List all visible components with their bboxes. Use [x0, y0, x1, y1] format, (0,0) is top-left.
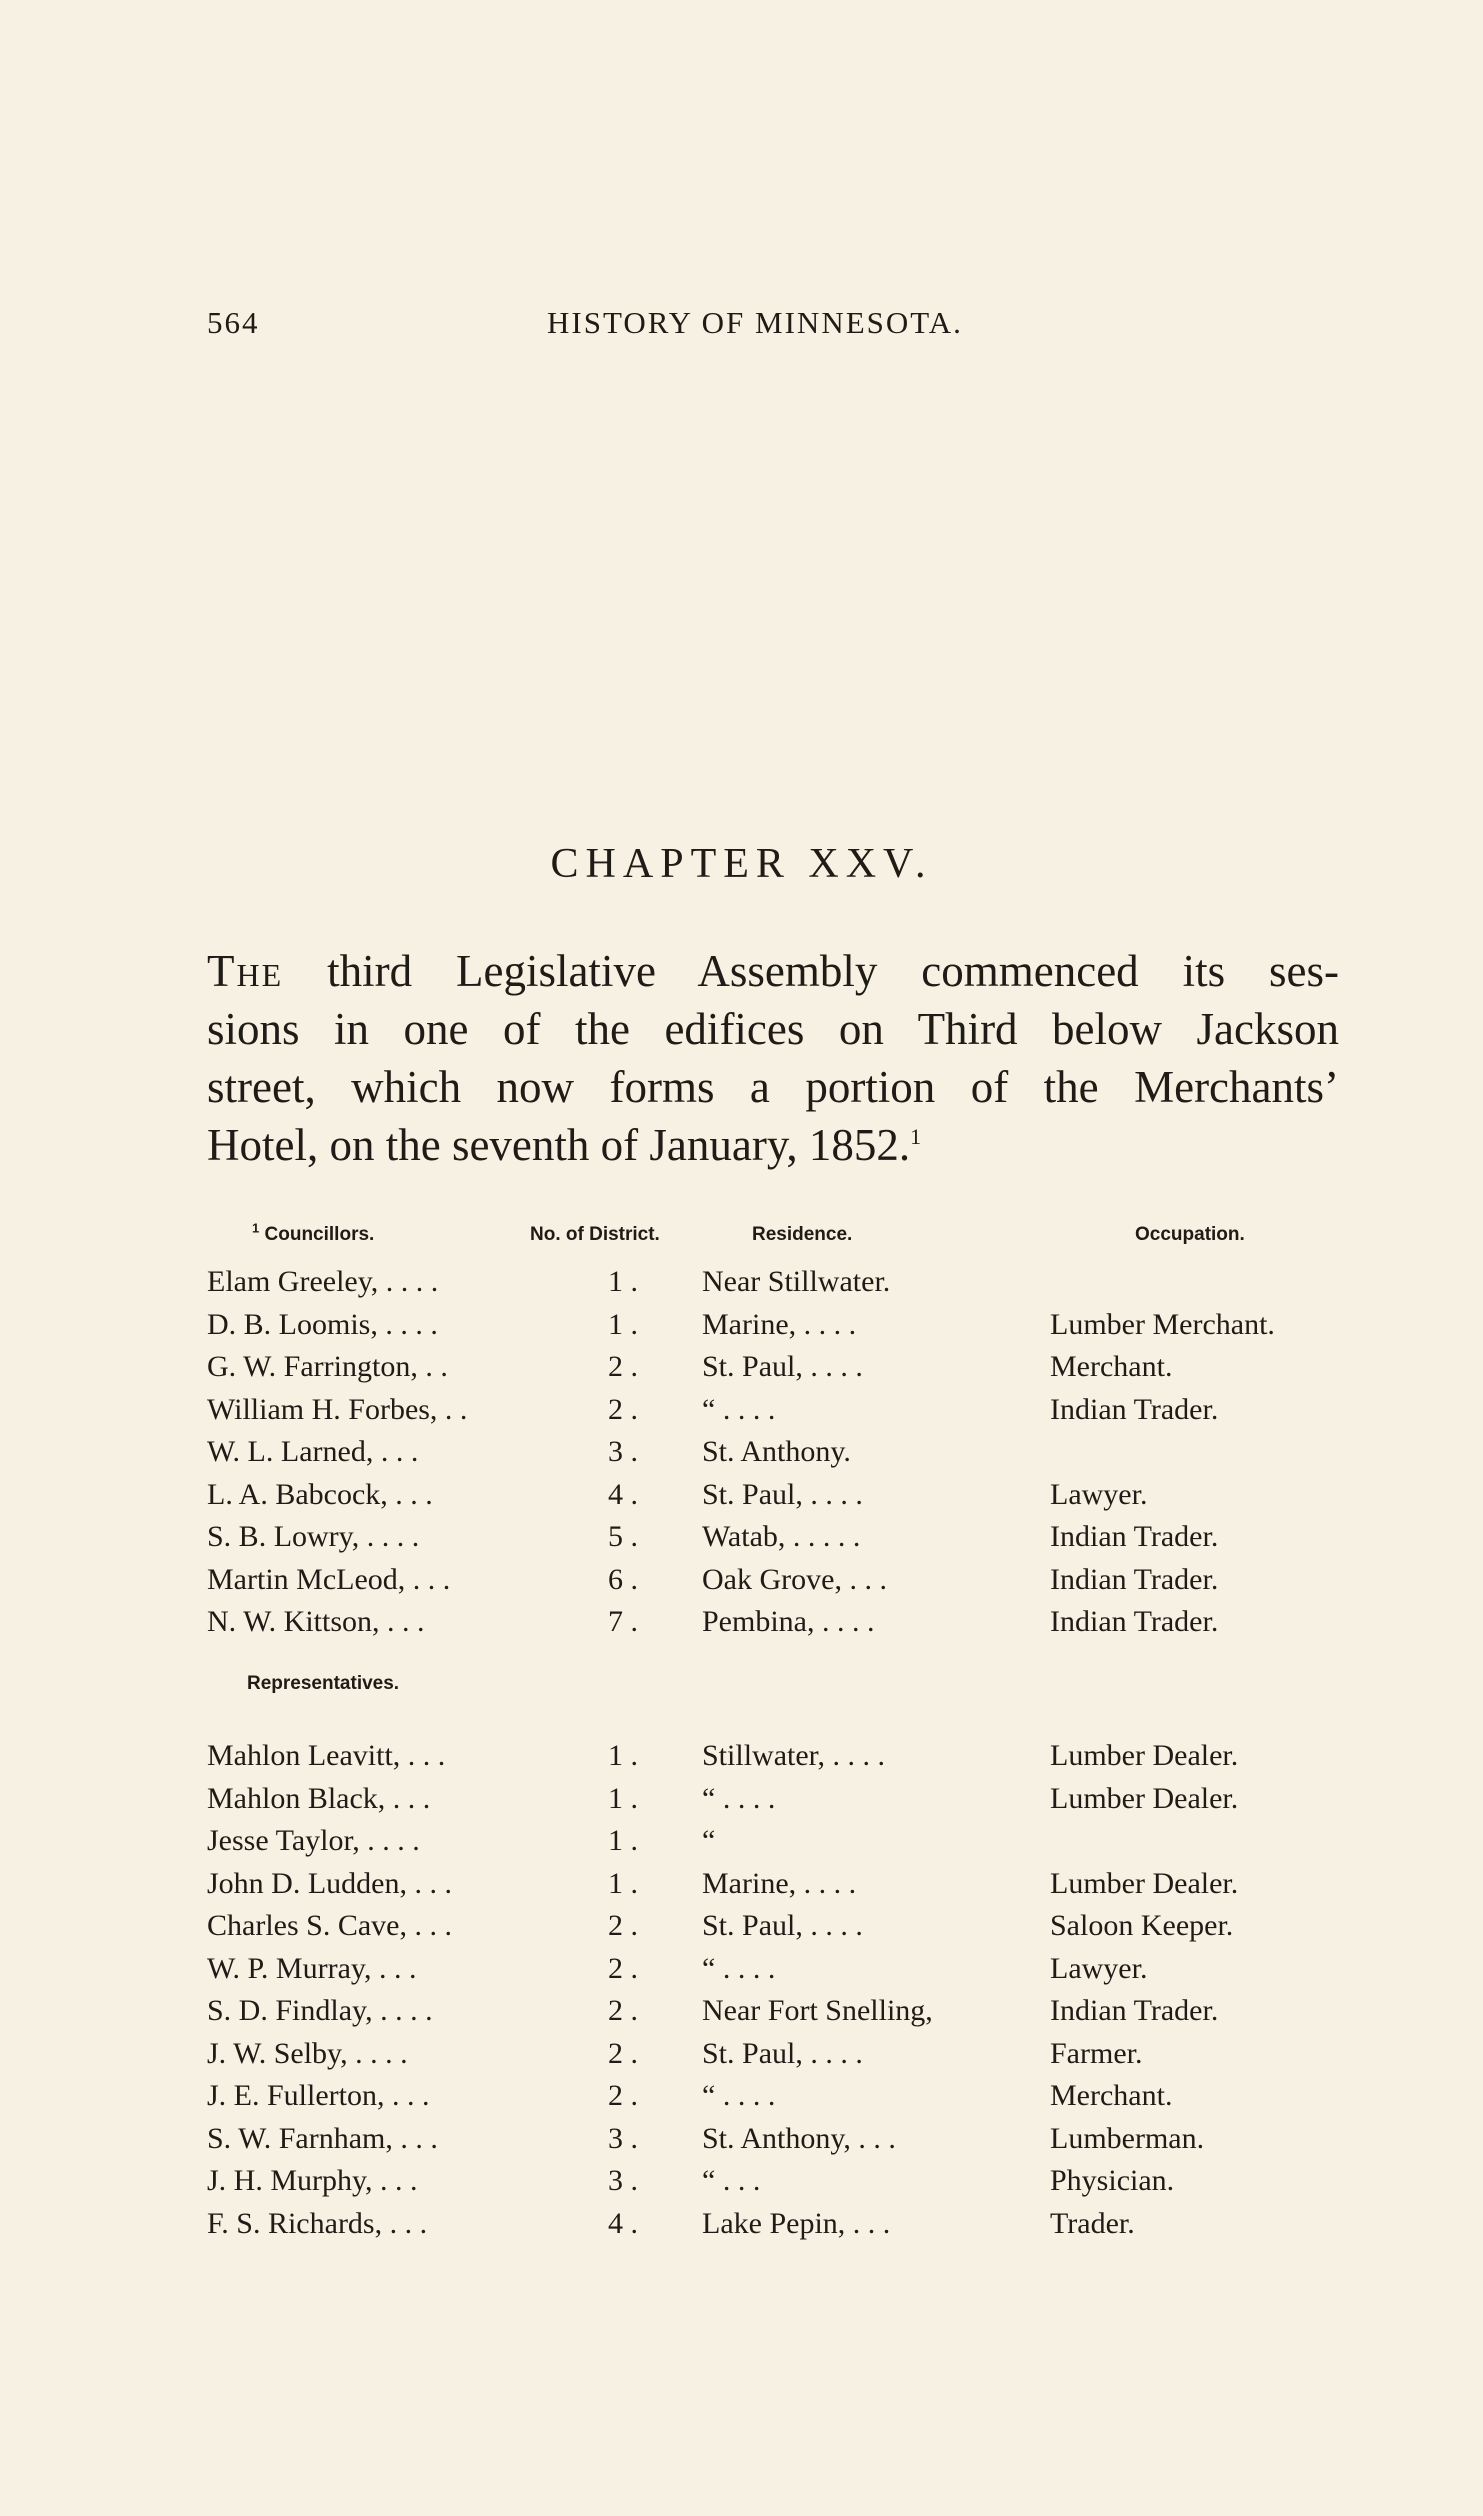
table-row — [0, 1990, 1483, 2033]
residence: St. Anthony, . . . — [702, 2121, 896, 2155]
district-number: 2 . — [608, 2079, 638, 2112]
residence: “ . . . . — [702, 2079, 776, 2112]
member-name: N. W. Kittson, . . . — [207, 1605, 425, 1638]
occupation: Lumber Dealer. — [1050, 1781, 1239, 1815]
running-title: HISTORY OF MINNESOTA. — [547, 305, 963, 340]
councillors-header-label: Councillors. — [264, 1224, 375, 1245]
district-number: 3 . — [608, 2121, 638, 2155]
residence: Near Stillwater. — [702, 1265, 891, 1298]
district-header: No. of District. — [530, 1224, 660, 1245]
occupation: Trader. — [1050, 2206, 1135, 2240]
district-number: 1 . — [608, 1307, 638, 1341]
representatives-list — [0, 1735, 1483, 2245]
member-name: J. E. Fullerton, . . . — [207, 2079, 430, 2112]
residence: Stillwater, . . . . — [702, 1739, 885, 1772]
residence: “ . . . . — [702, 1951, 776, 1985]
table-row — [0, 1820, 1483, 1863]
member-name: G. W. Farrington, . . — [207, 1350, 448, 1383]
member-name: John D. Ludden, . . . — [207, 1866, 452, 1900]
residence: St. Paul, . . . . — [702, 1350, 863, 1383]
residence: St. Paul, . . . . — [702, 2036, 863, 2070]
district-number: 1 . — [608, 1265, 638, 1298]
occupation: Lumber Merchant. — [1050, 1307, 1275, 1341]
member-name: W. L. Larned, . . . — [207, 1435, 419, 1468]
member-name: J. W. Selby, . . . . — [207, 2036, 408, 2070]
member-name: Mahlon Leavitt, . . . — [207, 1739, 446, 1772]
intro-line-2: sions in one of the edifices on Third below Jackson — [207, 1004, 1339, 1054]
residence: Oak Grove, . . . — [702, 1562, 887, 1596]
residence-header: Residence. — [752, 1224, 853, 1245]
residence: “ . . . . — [702, 1781, 776, 1815]
residence: Marine, . . . . — [702, 1307, 857, 1341]
district-number: 6 . — [608, 1562, 638, 1596]
occupation: Merchant. — [1050, 1350, 1173, 1383]
table-row — [0, 1346, 1483, 1389]
councillors-list — [0, 1261, 1483, 1644]
table-row — [0, 1601, 1483, 1644]
page-number: 564 — [207, 305, 260, 340]
occupation: Lawyer. — [1050, 1951, 1148, 1985]
chapter-title: CHAPTER XXV. — [550, 841, 933, 887]
table-row — [0, 1863, 1483, 1906]
member-name: Mahlon Black, . . . — [207, 1781, 431, 1815]
intro-lead-word: The — [207, 946, 284, 996]
district-number: 2 . — [608, 1951, 638, 1985]
table-row — [0, 2075, 1483, 2118]
councillors-header — [252, 1220, 375, 1246]
table-row — [0, 1389, 1483, 1432]
residence: “ . . . — [702, 2164, 761, 2197]
residence: Lake Pepin, . . . — [702, 2206, 891, 2240]
member-name: W. P. Murray, . . . — [207, 1951, 417, 1985]
occupation-header: Occupation. — [1135, 1224, 1245, 1245]
residence: “ . . . . — [702, 1392, 776, 1426]
district-number: 2 . — [608, 1909, 638, 1942]
residence: St. Anthony. — [702, 1435, 851, 1468]
district-number: 2 . — [608, 1392, 638, 1426]
member-name: Martin McLeod, . . . — [207, 1562, 451, 1596]
district-number: 2 . — [608, 1350, 638, 1383]
district-number: 1 . — [608, 1824, 638, 1857]
occupation: Physician. — [1050, 2164, 1175, 2197]
residence: Pembina, . . . . — [702, 1605, 875, 1638]
table-row — [0, 2160, 1483, 2203]
table-footnote-marker: 1 — [252, 1220, 260, 1236]
district-number: 3 . — [608, 1435, 638, 1468]
member-name: S. W. Farnham, . . . — [207, 2121, 438, 2155]
occupation: Indian Trader. — [1050, 1520, 1219, 1553]
table-row — [0, 1735, 1483, 1778]
table-row — [0, 1474, 1483, 1517]
residence: St. Paul, . . . . — [702, 1477, 863, 1511]
residence: “ — [702, 1824, 716, 1857]
occupation: Lumber Dealer. — [1050, 1866, 1239, 1900]
member-name: Charles S. Cave, . . . — [207, 1909, 452, 1942]
intro-line-4 — [207, 1116, 1339, 1174]
district-number: 2 . — [608, 1994, 638, 2027]
district-number: 4 . — [608, 1477, 638, 1511]
table-row — [0, 1261, 1483, 1304]
table-row — [0, 2203, 1483, 2246]
district-number: 1 . — [608, 1739, 638, 1772]
occupation: Indian Trader. — [1050, 1605, 1219, 1638]
occupation: Indian Trader. — [1050, 1562, 1219, 1596]
table-row — [0, 1431, 1483, 1474]
intro-footnote-marker: 1 — [910, 1124, 922, 1149]
intro-line-3: street, which now forms a portion of the Merchants’ — [207, 1062, 1339, 1112]
residence: Marine, . . . . — [702, 1866, 857, 1900]
table-row — [0, 2118, 1483, 2161]
occupation: Lumber Dealer. — [1050, 1739, 1239, 1772]
table-row — [0, 1559, 1483, 1602]
district-number: 1 . — [608, 1866, 638, 1900]
member-name: Elam Greeley, . . . . — [207, 1265, 439, 1298]
running-head — [0, 305, 1483, 355]
member-name: William H. Forbes, . . — [207, 1392, 468, 1426]
table-row — [0, 1778, 1483, 1821]
occupation: Merchant. — [1050, 2079, 1173, 2112]
district-number: 1 . — [608, 1781, 638, 1815]
member-name: F. S. Richards, . . . — [207, 2206, 428, 2240]
residence: Watab, . . . . . — [702, 1520, 861, 1553]
member-name: D. B. Loomis, . . . . — [207, 1307, 438, 1341]
district-number: 4 . — [608, 2206, 638, 2240]
district-number: 3 . — [608, 2164, 638, 2197]
occupation: Farmer. — [1050, 2036, 1143, 2070]
occupation: Indian Trader. — [1050, 1392, 1219, 1426]
occupation: Lumberman. — [1050, 2121, 1205, 2155]
table-row — [0, 1516, 1483, 1559]
member-name: Jesse Taylor, . . . . — [207, 1824, 420, 1857]
intro-line-1 — [207, 942, 1339, 1000]
district-number: 7 . — [608, 1605, 638, 1638]
member-name: L. A. Babcock, . . . — [207, 1477, 433, 1511]
residence: Near Fort Snelling, — [702, 1994, 933, 2027]
table-row — [0, 1948, 1483, 1991]
table-row — [0, 2033, 1483, 2076]
member-name: J. H. Murphy, . . . — [207, 2164, 418, 2197]
district-number: 5 . — [608, 1520, 638, 1553]
representatives-header: Representatives. — [247, 1673, 400, 1694]
occupation: Saloon Keeper. — [1050, 1909, 1234, 1942]
intro-paragraph — [207, 942, 1339, 1174]
residence: St. Paul, . . . . — [702, 1909, 863, 1942]
table-row — [0, 1905, 1483, 1948]
table-row — [0, 1304, 1483, 1347]
member-name: S. B. Lowry, . . . . — [207, 1520, 420, 1553]
intro-line-4-text: Hotel, on the seventh of January, 1852. — [207, 1120, 911, 1170]
occupation: Indian Trader. — [1050, 1994, 1219, 2027]
district-number: 2 . — [608, 2036, 638, 2070]
intro-line-1-text: third Legislative Assembly commenced its ses- — [327, 946, 1339, 996]
member-name: S. D. Findlay, . . . . — [207, 1994, 433, 2027]
occupation: Lawyer. — [1050, 1477, 1148, 1511]
